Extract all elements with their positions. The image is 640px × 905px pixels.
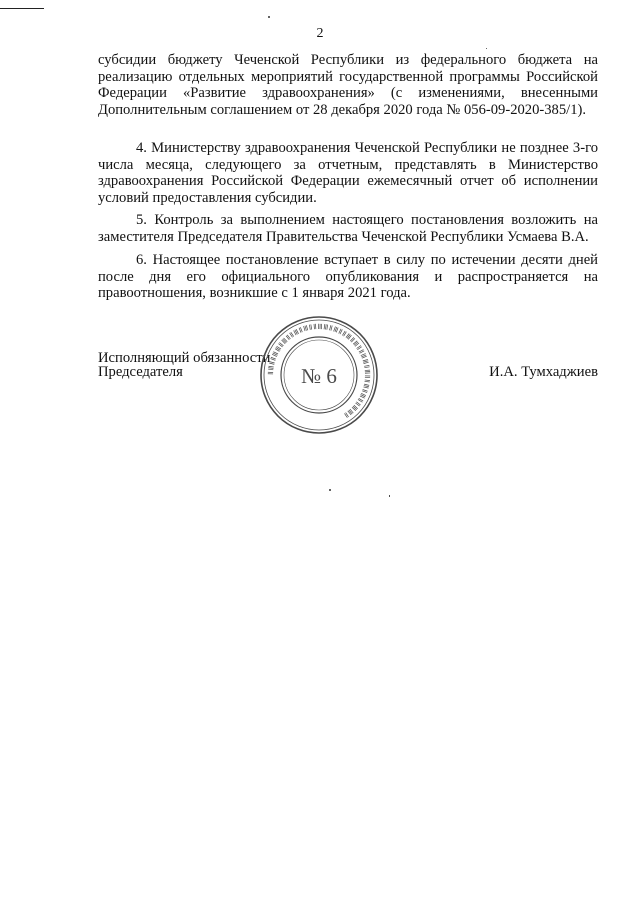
scan-speck [268, 16, 270, 18]
scan-speck [389, 495, 390, 497]
paragraph-item-5: 5. Контроль за выполнением настоящего постановления возложить на заместителя Председателя Правительства Чеченской Республики Усмаева В.А. [98, 212, 598, 245]
scan-speck [486, 48, 487, 49]
signatory-name: И.А. Тумхаджиев [489, 364, 598, 380]
paragraph-item-4: 4. Министерству здравоохранения Чеченской Республики не позднее 3-го числа месяца, следующего за отчетным, представлять в Министерство здравоохранения Российской Федерации ежемесячный отчет об исполнении условий предоставления субсидии. [98, 140, 598, 206]
seal-ring-text: ⅡⅢⅡⅡⅢⅢⅡⅢⅡⅡⅢⅡⅢⅡⅡⅢⅢⅡⅢⅡⅡⅢⅡⅢⅡⅡⅢⅢⅡⅢⅡⅡⅢⅡⅢⅡⅡⅢⅢⅡ [266, 322, 372, 420]
corner-mark [0, 8, 44, 9]
scan-speck [329, 489, 331, 491]
signatory-title-line2: Председателя [98, 364, 183, 380]
paragraph-item-6: 6. Настоящее постановление вступает в силу по истечении десяти дней после дня его официального опубликования и распространяется на правоотношения, возникшие с 1 января 2021 года. [98, 252, 598, 302]
official-seal [258, 314, 380, 436]
seal-number: № 6 [301, 364, 337, 388]
signatory-title [98, 351, 270, 379]
page-number: 2 [316, 26, 324, 41]
paragraph-continuation: субсидии бюджету Чеченской Республики из федерального бюджета на реализацию отдельных мероприятий государственной программы Российской Федерации «Развитие здравоохранения» (с изменениями, внесенными Дополнительным соглашением от 28 декабря 2020 года № 056-09-2020-385/1). [98, 52, 598, 118]
signatory-title-line1: Исполняющий обязанности [98, 350, 271, 366]
